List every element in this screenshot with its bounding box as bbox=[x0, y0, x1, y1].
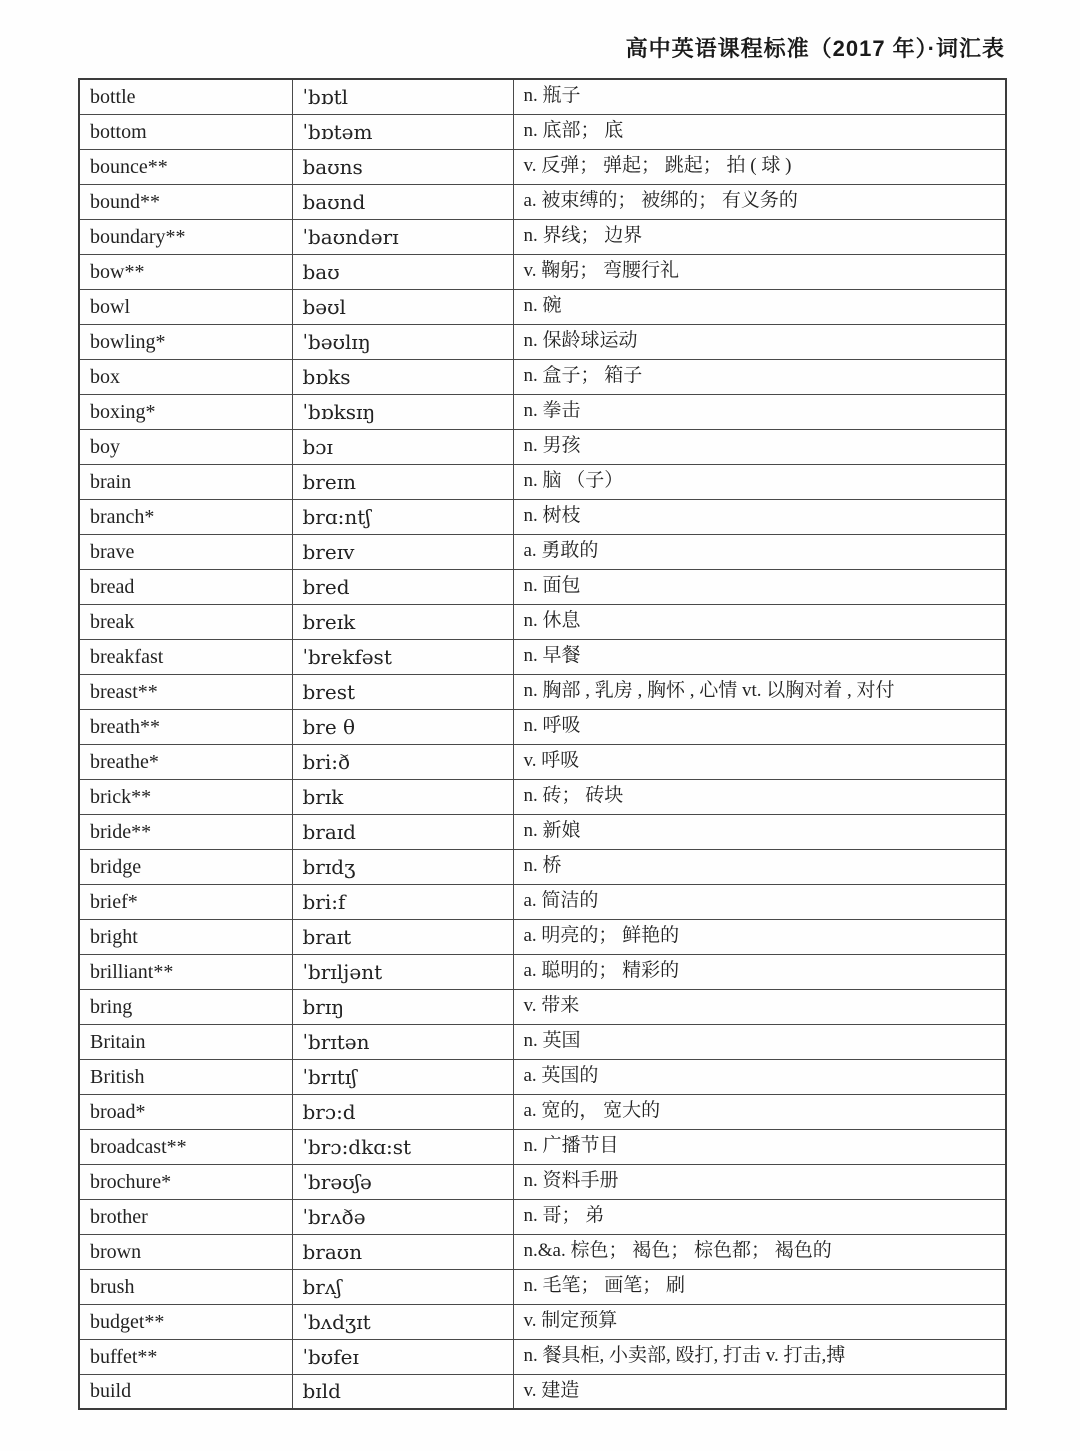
meaning-cell: n. 树枝 bbox=[513, 499, 1006, 534]
word-cell: Britain bbox=[79, 1024, 292, 1059]
word-cell: boundary** bbox=[79, 219, 292, 254]
meaning-cell: n. 砖； 砖块 bbox=[513, 779, 1006, 814]
phonetic-cell: brɪk bbox=[292, 779, 513, 814]
word-cell: branch* bbox=[79, 499, 292, 534]
meaning-cell: n.&a. 棕色； 褐色； 棕色都； 褐色的 bbox=[513, 1234, 1006, 1269]
table-row bbox=[79, 114, 1006, 149]
word-cell: bright bbox=[79, 919, 292, 954]
table-row bbox=[79, 1094, 1006, 1129]
table-row bbox=[79, 324, 1006, 359]
meaning-cell: a. 勇敢的 bbox=[513, 534, 1006, 569]
phonetic-cell: bred bbox=[292, 569, 513, 604]
phonetic-cell: breɪn bbox=[292, 464, 513, 499]
meaning-cell: a. 简洁的 bbox=[513, 884, 1006, 919]
table-row bbox=[79, 394, 1006, 429]
meaning-cell: v. 鞠躬； 弯腰行礼 bbox=[513, 254, 1006, 289]
word-cell: brush bbox=[79, 1269, 292, 1304]
phonetic-cell: bre θ bbox=[292, 709, 513, 744]
table-row bbox=[79, 1199, 1006, 1234]
word-cell: broadcast** bbox=[79, 1129, 292, 1164]
table-row bbox=[79, 989, 1006, 1024]
meaning-cell: v. 建造 bbox=[513, 1374, 1006, 1409]
table-row bbox=[79, 884, 1006, 919]
table-row bbox=[79, 499, 1006, 534]
table-row bbox=[79, 1304, 1006, 1339]
phonetic-cell: bri:ð bbox=[292, 744, 513, 779]
phonetic-cell: brɑ:ntʃ bbox=[292, 499, 513, 534]
table-row bbox=[79, 79, 1006, 114]
meaning-cell: a. 宽的， 宽大的 bbox=[513, 1094, 1006, 1129]
word-cell: brilliant** bbox=[79, 954, 292, 989]
table-row bbox=[79, 359, 1006, 394]
phonetic-cell: ˈbʊfeɪ bbox=[292, 1339, 513, 1374]
meaning-cell: n. 广播节目 bbox=[513, 1129, 1006, 1164]
phonetic-cell: baʊns bbox=[292, 149, 513, 184]
meaning-cell: v. 制定预算 bbox=[513, 1304, 1006, 1339]
table-row bbox=[79, 919, 1006, 954]
table-row bbox=[79, 429, 1006, 464]
meaning-cell: n. 休息 bbox=[513, 604, 1006, 639]
word-cell: bring bbox=[79, 989, 292, 1024]
phonetic-cell: bəʊl bbox=[292, 289, 513, 324]
phonetic-cell: bɒks bbox=[292, 359, 513, 394]
meaning-cell: n. 餐具柜, 小卖部, 殴打, 打击 v. 打击,搏 bbox=[513, 1339, 1006, 1374]
meaning-cell: v. 带来 bbox=[513, 989, 1006, 1024]
phonetic-cell: ˈbɒtl bbox=[292, 79, 513, 114]
word-cell: bound** bbox=[79, 184, 292, 219]
table-row bbox=[79, 1339, 1006, 1374]
phonetic-cell: brʌʃ bbox=[292, 1269, 513, 1304]
meaning-cell: n. 资料手册 bbox=[513, 1164, 1006, 1199]
table-row bbox=[79, 1374, 1006, 1409]
table-row bbox=[79, 1129, 1006, 1164]
phonetic-cell: ˈbɒksɪŋ bbox=[292, 394, 513, 429]
meaning-cell: v. 反弹； 弹起； 跳起； 拍 ( 球 ) bbox=[513, 149, 1006, 184]
meaning-cell: n. 新娘 bbox=[513, 814, 1006, 849]
word-cell: break bbox=[79, 604, 292, 639]
table-row bbox=[79, 744, 1006, 779]
word-cell: brief* bbox=[79, 884, 292, 919]
phonetic-cell: ˈbrʌðə bbox=[292, 1199, 513, 1234]
table-row bbox=[79, 604, 1006, 639]
phonetic-cell: ˈbɒtəm bbox=[292, 114, 513, 149]
table-row bbox=[79, 219, 1006, 254]
phonetic-cell: ˈbrɪtɪʃ bbox=[292, 1059, 513, 1094]
word-cell: bowl bbox=[79, 289, 292, 324]
meaning-cell: n. 碗 bbox=[513, 289, 1006, 324]
phonetic-cell: breɪv bbox=[292, 534, 513, 569]
word-cell: bounce** bbox=[79, 149, 292, 184]
table-row bbox=[79, 1269, 1006, 1304]
word-cell: brain bbox=[79, 464, 292, 499]
phonetic-cell: bɪld bbox=[292, 1374, 513, 1409]
word-cell: bridge bbox=[79, 849, 292, 884]
meaning-cell: n. 面包 bbox=[513, 569, 1006, 604]
phonetic-cell: braɪd bbox=[292, 814, 513, 849]
table-row bbox=[79, 639, 1006, 674]
word-cell: buffet** bbox=[79, 1339, 292, 1374]
word-cell: boy bbox=[79, 429, 292, 464]
meaning-cell: n. 底部； 底 bbox=[513, 114, 1006, 149]
word-cell: brick** bbox=[79, 779, 292, 814]
meaning-cell: n. 脑 （子） bbox=[513, 464, 1006, 499]
table-row bbox=[79, 1164, 1006, 1199]
phonetic-cell: baʊ bbox=[292, 254, 513, 289]
table-row bbox=[79, 954, 1006, 989]
meaning-cell: v. 呼吸 bbox=[513, 744, 1006, 779]
table-row bbox=[79, 569, 1006, 604]
phonetic-cell: ˈbaʊndərɪ bbox=[292, 219, 513, 254]
meaning-cell: n. 哥； 弟 bbox=[513, 1199, 1006, 1234]
word-cell: box bbox=[79, 359, 292, 394]
phonetic-cell: braɪt bbox=[292, 919, 513, 954]
word-cell: brother bbox=[79, 1199, 292, 1234]
table-row bbox=[79, 464, 1006, 499]
table-row bbox=[79, 184, 1006, 219]
meaning-cell: n. 英国 bbox=[513, 1024, 1006, 1059]
word-cell: budget** bbox=[79, 1304, 292, 1339]
meaning-cell: n. 胸部 , 乳房 , 胸怀 , 心情 vt. 以胸对着 , 对付 bbox=[513, 674, 1006, 709]
phonetic-cell: brɪŋ bbox=[292, 989, 513, 1024]
meaning-cell: n. 呼吸 bbox=[513, 709, 1006, 744]
word-cell: breathe* bbox=[79, 744, 292, 779]
word-cell: brown bbox=[79, 1234, 292, 1269]
word-cell: build bbox=[79, 1374, 292, 1409]
meaning-cell: a. 聪明的； 精彩的 bbox=[513, 954, 1006, 989]
meaning-cell: n. 拳击 bbox=[513, 394, 1006, 429]
phonetic-cell: ˈbʌdʒɪt bbox=[292, 1304, 513, 1339]
word-cell: breakfast bbox=[79, 639, 292, 674]
word-cell: bride** bbox=[79, 814, 292, 849]
phonetic-cell: ˈbrɪtən bbox=[292, 1024, 513, 1059]
phonetic-cell: brɔ:d bbox=[292, 1094, 513, 1129]
word-cell: brave bbox=[79, 534, 292, 569]
phonetic-cell: bri:f bbox=[292, 884, 513, 919]
word-cell: breath** bbox=[79, 709, 292, 744]
meaning-cell: n. 早餐 bbox=[513, 639, 1006, 674]
word-cell: bow** bbox=[79, 254, 292, 289]
word-cell: brochure* bbox=[79, 1164, 292, 1199]
meaning-cell: a. 明亮的； 鲜艳的 bbox=[513, 919, 1006, 954]
phonetic-cell: ˈbrəʊʃə bbox=[292, 1164, 513, 1199]
phonetic-cell: braʊn bbox=[292, 1234, 513, 1269]
meaning-cell: n. 保龄球运动 bbox=[513, 324, 1006, 359]
vocabulary-table bbox=[78, 78, 1007, 1410]
word-cell: broad* bbox=[79, 1094, 292, 1129]
word-cell: boxing* bbox=[79, 394, 292, 429]
page-header-title: 高中英语课程标准（2017 年）·词汇表 bbox=[625, 36, 1005, 61]
phonetic-cell: bɔɪ bbox=[292, 429, 513, 464]
table-row bbox=[79, 1234, 1006, 1269]
phonetic-cell: ˈbrekfəst bbox=[292, 639, 513, 674]
meaning-cell: a. 英国的 bbox=[513, 1059, 1006, 1094]
meaning-cell: n. 毛笔； 画笔； 刷 bbox=[513, 1269, 1006, 1304]
phonetic-cell: breɪk bbox=[292, 604, 513, 639]
word-cell: bread bbox=[79, 569, 292, 604]
table-row bbox=[79, 709, 1006, 744]
word-cell: breast** bbox=[79, 674, 292, 709]
phonetic-cell: baʊnd bbox=[292, 184, 513, 219]
meaning-cell: n. 桥 bbox=[513, 849, 1006, 884]
table-row bbox=[79, 814, 1006, 849]
word-cell: bottle bbox=[79, 79, 292, 114]
table-row bbox=[79, 254, 1006, 289]
phonetic-cell: ˈbəʊlɪŋ bbox=[292, 324, 513, 359]
word-cell: British bbox=[79, 1059, 292, 1094]
meaning-cell: n. 界线； 边界 bbox=[513, 219, 1006, 254]
table-row bbox=[79, 149, 1006, 184]
meaning-cell: n. 瓶子 bbox=[513, 79, 1006, 114]
meaning-cell: n. 盒子； 箱子 bbox=[513, 359, 1006, 394]
word-cell: bowling* bbox=[79, 324, 292, 359]
table-row bbox=[79, 534, 1006, 569]
meaning-cell: a. 被束缚的； 被绑的； 有义务的 bbox=[513, 184, 1006, 219]
table-row bbox=[79, 1024, 1006, 1059]
table-row bbox=[79, 849, 1006, 884]
meaning-cell: n. 男孩 bbox=[513, 429, 1006, 464]
phonetic-cell: ˈbrɪljənt bbox=[292, 954, 513, 989]
vocabulary-table-body bbox=[79, 79, 1006, 1409]
table-row bbox=[79, 1059, 1006, 1094]
phonetic-cell: brest bbox=[292, 674, 513, 709]
table-row bbox=[79, 779, 1006, 814]
table-row bbox=[79, 674, 1006, 709]
phonetic-cell: ˈbrɔ:dkɑ:st bbox=[292, 1129, 513, 1164]
word-cell: bottom bbox=[79, 114, 292, 149]
table-row bbox=[79, 289, 1006, 324]
phonetic-cell: brɪdʒ bbox=[292, 849, 513, 884]
